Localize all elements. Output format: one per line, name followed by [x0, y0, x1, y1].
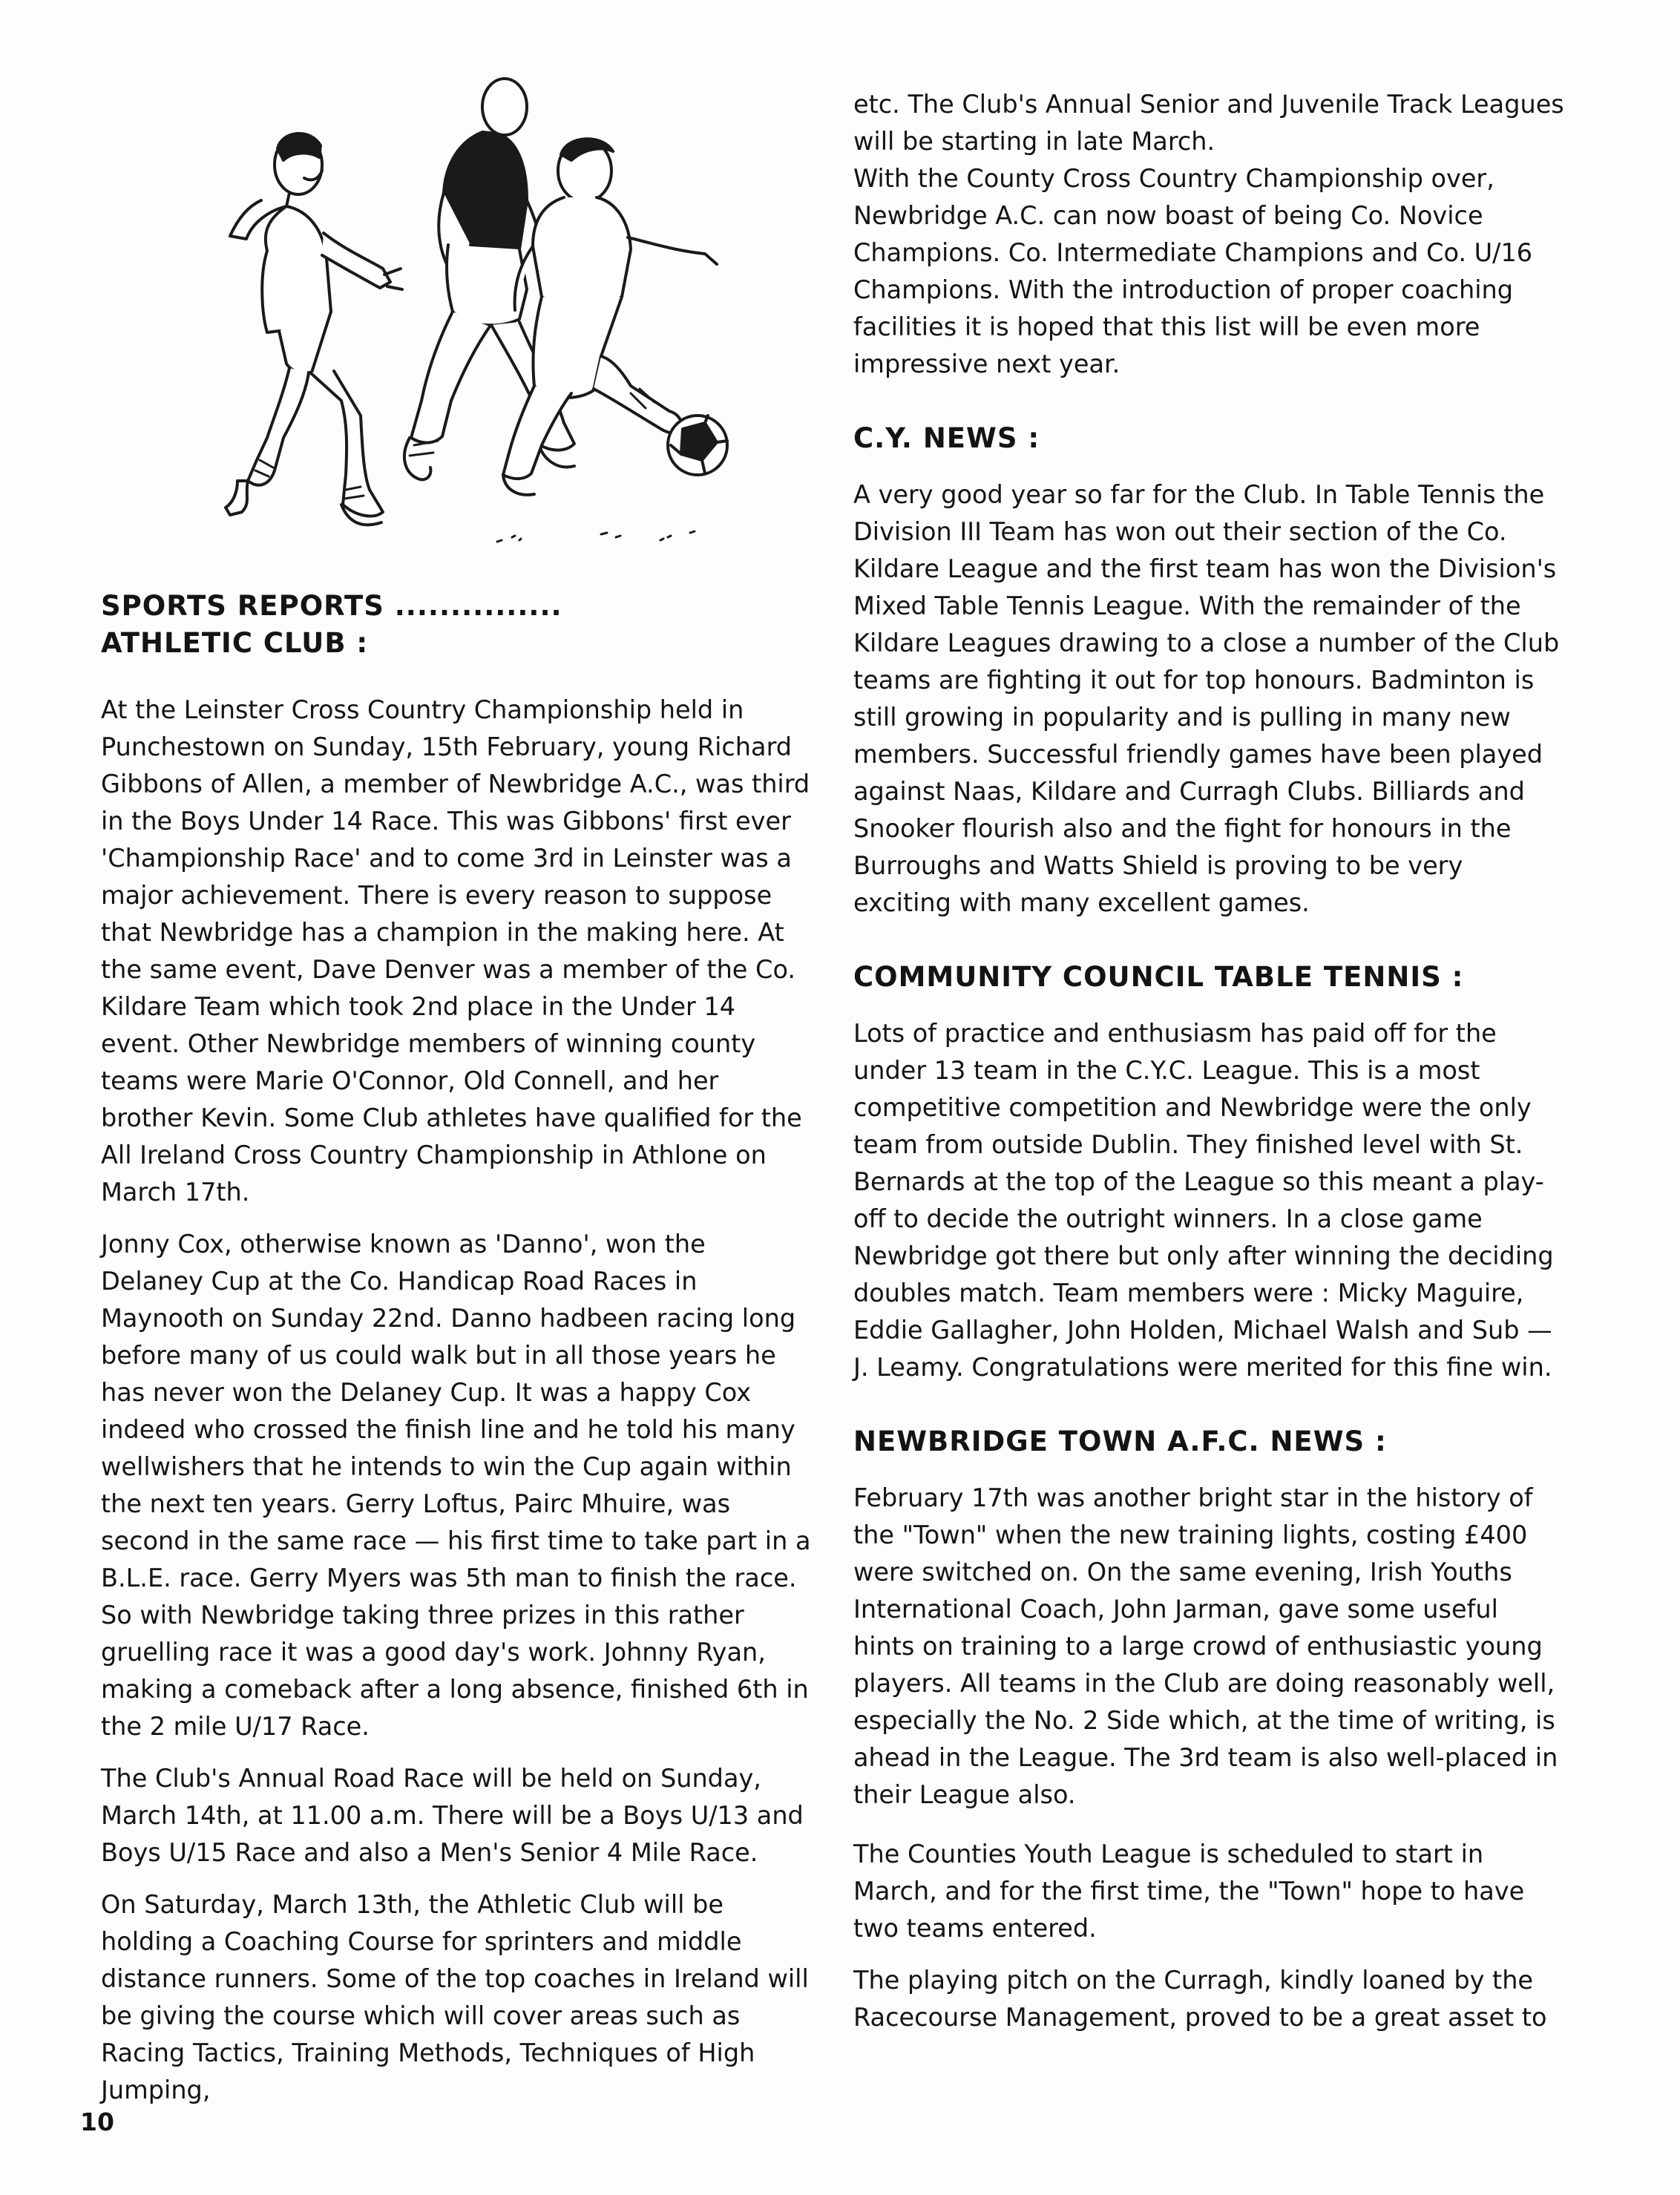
- athletic-paragraph-3: The Club's Annual Road Race will be held on Sunday, March 14th, at 11.00 a.m. There will be a Boys U/13 and Boys U/15 Race and also a Men's Senior 4 Mile Race.: [101, 1764, 804, 1867]
- afc-paragraph-3: The playing pitch on the Curragh, kindly loaned by the Racecourse Management, proved to be a great asset to: [853, 1966, 1547, 2032]
- athletic-club-heading: ATHLETIC CLUB :: [101, 627, 369, 659]
- athletic-paragraph-2: Jonny Cox, otherwise known as 'Danno', won the Delaney Cup at the Co. Handicap Road Races in Maynooth on Sunday 22nd. Danno hadbeen racing long before many of us could walk but in all those years he has never won the Delaney Cup. It was a happy Cox indeed who crossed the finish line and he told his many wellwishers that he intends to win the Cup again within the next ten years. Gerry Loftus, Pairc Mhuire, was second in the same race — his first time to take part in a B.L.E. race. Gerry Myers was 5th man to finish the race. So with Newbridge taking three prizes in this rather gruelling race it was a good day's work. Johnny Ryan, making a comeback after a long absence, finished 6th in the 2 mile U/17 Race.: [101, 1230, 811, 1741]
- newbridge-afc-heading: NEWBRIDGE TOWN A.F.C. NEWS :: [853, 1425, 1387, 1457]
- afc-paragraph-2: The Counties Youth League is scheduled to start in March, and for the first time, the "Town" hope to have two teams entered.: [853, 1840, 1525, 1943]
- athletic-paragraph-4: On Saturday, March 13th, the Athletic Club will be holding a Coaching Course for sprinters and middle distance runners. Some of the top coaches in Ireland will be giving the course which will cover areas such as Racing Tactics, Training Methods, Techniques of High Jumping,: [101, 1890, 809, 2104]
- cy-news-heading: C.Y. NEWS :: [853, 422, 1040, 454]
- athletic-paragraph-1: At the Leinster Cross Country Championship held in Punchestown on Sunday, 15th February, young Richard Gibbons of Allen, a member of Newbridge A.C., was third in the Boys Under 14 Race. This was Gibbons' first ever 'Championship Race' and to come 3rd in Leinster was a major achievement. There is every reason to suppose that Newbridge has a champion in the making here. At the same event, Dave Denver was a member of the Co. Kildare Team which took 2nd place in the Under 14 event. Other Newbridge members of winning county teams were Marie O'Connor, Old Connell, and her brother Kevin. Some Club athletes have qualified for the All Ireland Cross Country Championship in Athlone on March 17th.: [101, 695, 810, 1207]
- footballers-illustration: [215, 74, 831, 579]
- right-column: [853, 86, 1566, 2036]
- afc-paragraph-1: February 17th was another bright star in the history of the "Town" when the new training lights, costing £400 were switched on. On the same evening, Irish Youths International Coach, John Jarman, gave some useful hints on training to a large crowd of enthusiastic young players. All teams in the Club are doing reasonably well, especially the No. 2 Side which, at the time of writing, is ahead in the League. The 3rd team is also well-placed in their League also.: [853, 1483, 1558, 1809]
- athletic-conclusion: With the County Cross Country Championship over, Newbridge A.C. can now boast of being Co. Novice Champions. Co. Intermediate Champions and Co. U/16 Champions. With the introduction of proper coaching facilities it is hoped that this list will be even more impressive next year.: [853, 164, 1533, 378]
- right-player-figure: [503, 139, 727, 495]
- page-number: 10: [80, 2107, 114, 2136]
- community-council-text: Lots of practice and enthusiasm has paid off for the under 13 team in the C.Y.C. League. This is a most competitive competition and Newbridge were the only team from outside Dublin. They finished level with St. Bernards at the top of the League so this meant a play-off to decide the outright winners. In a close game Newbridge got there but only after winning the deciding doubles match. Team members were : Micky Maguire, Eddie Gallagher, John Holden, Michael Walsh and Sub — J. Leamy. Congratulations were merited for this fine win.: [853, 1019, 1554, 1382]
- sports-reports-heading: SPORTS REPORTS ...............: [101, 590, 562, 622]
- community-council-heading: COMMUNITY COUNCIL TABLE TENNIS :: [853, 961, 1464, 993]
- left-column: [101, 579, 813, 2109]
- cy-news-text: A very good year so far for the Club. In Table Tennis the Division III Team has won out their section of the Co. Kildare League and the first team has won the Division's Mixed Table Tennis League. With the remainder of the Kildare Leagues drawing to a close a number of the Club teams are fighting it out for top honours. Badminton is still growing in popularity and is pulling in many new members. Successful friendly games have been played against Naas, Kildare and Curragh Clubs. Billiards and Snooker flourish also and the fight for honours in the Burroughs and Watts Shield is proving to be very exciting with many excellent games.: [853, 480, 1560, 917]
- left-player-figure: [226, 134, 402, 525]
- athletic-continuation: etc. The Club's Annual Senior and Juvenile Track Leagues will be starting in late March.: [853, 90, 1564, 156]
